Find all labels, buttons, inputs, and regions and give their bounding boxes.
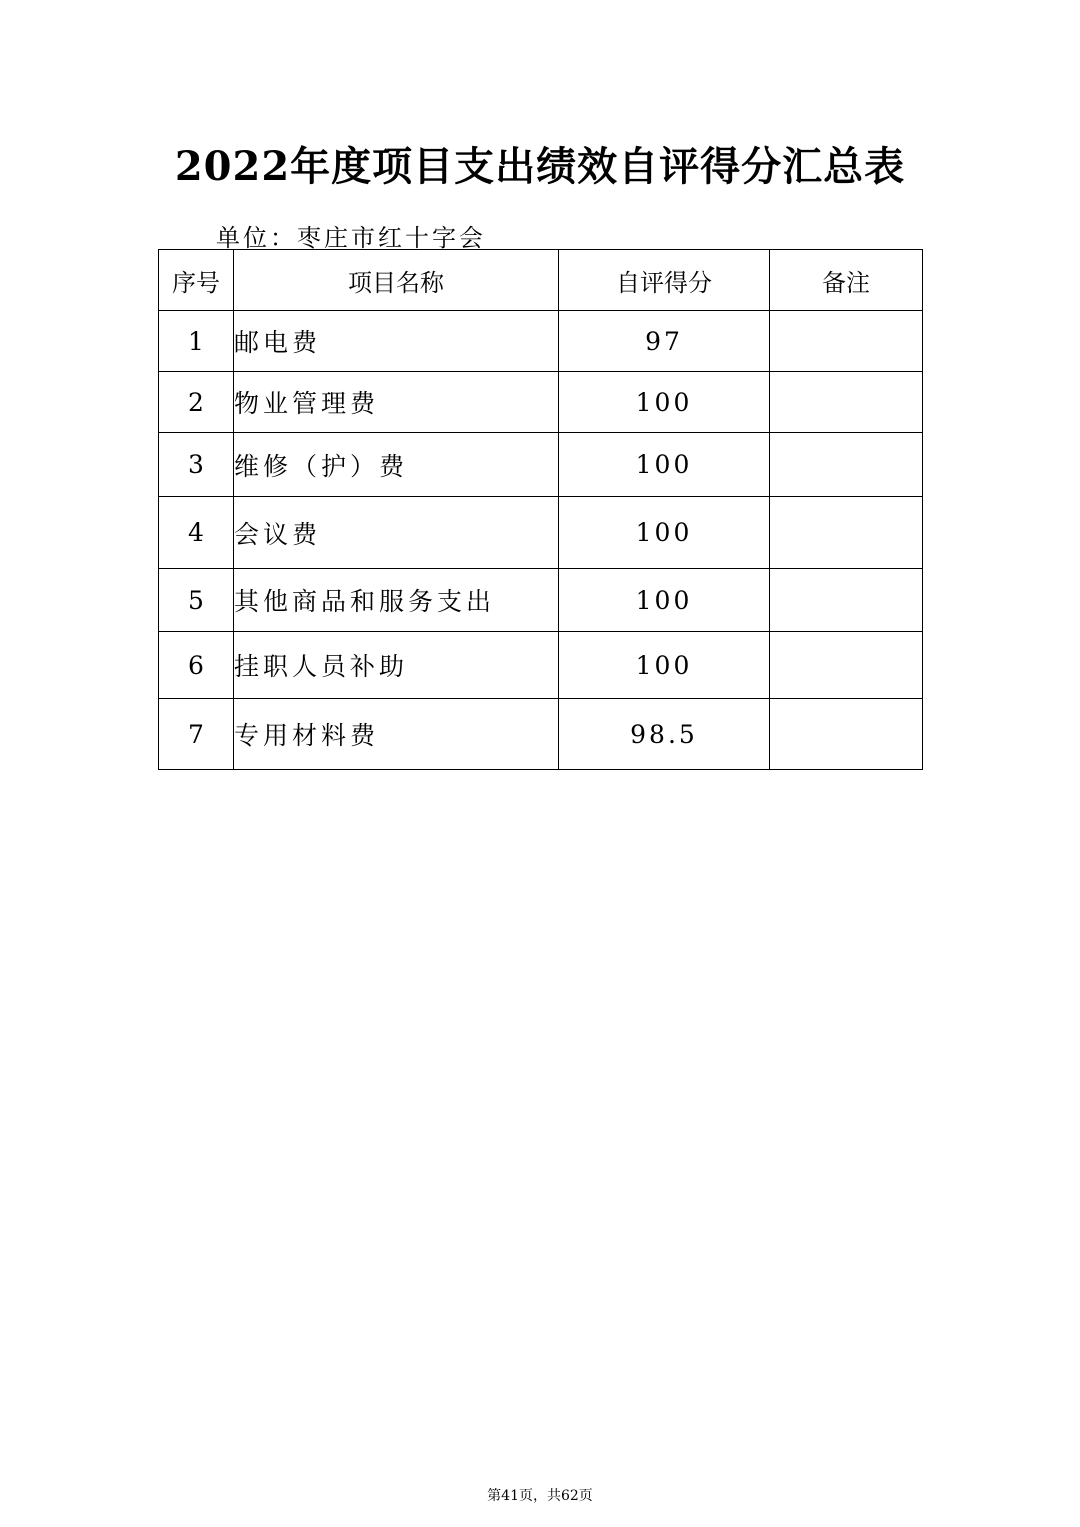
table-row bbox=[159, 372, 923, 433]
score-summary-table bbox=[158, 249, 923, 770]
table-row bbox=[159, 311, 923, 372]
row-remark bbox=[770, 372, 923, 433]
header-remark: 备注 bbox=[770, 250, 923, 311]
page-title: 2022年度项目支出绩效自评得分汇总表 bbox=[174, 143, 906, 190]
row-remark bbox=[770, 433, 923, 497]
table-row bbox=[159, 699, 923, 770]
row-remark bbox=[770, 311, 923, 372]
row-remark bbox=[770, 569, 923, 632]
row-no: 5 bbox=[159, 569, 234, 632]
table-row bbox=[159, 569, 923, 632]
header-name: 项目名称 bbox=[234, 250, 559, 311]
table-header-row bbox=[159, 250, 923, 311]
row-name: 专用材料费 bbox=[234, 699, 559, 770]
row-remark bbox=[770, 699, 923, 770]
row-score: 98.5 bbox=[559, 699, 770, 770]
row-score: 100 bbox=[559, 372, 770, 433]
row-remark bbox=[770, 497, 923, 569]
row-name: 物业管理费 bbox=[234, 372, 559, 433]
row-name: 维修（护）费 bbox=[234, 433, 559, 497]
row-score: 100 bbox=[559, 433, 770, 497]
row-remark bbox=[770, 632, 923, 699]
table-row bbox=[159, 433, 923, 497]
row-no: 2 bbox=[159, 372, 234, 433]
row-no: 4 bbox=[159, 497, 234, 569]
row-score: 97 bbox=[559, 311, 770, 372]
row-no: 3 bbox=[159, 433, 234, 497]
header-score: 自评得分 bbox=[559, 250, 770, 311]
row-name: 挂职人员补助 bbox=[234, 632, 559, 699]
row-no: 1 bbox=[159, 311, 234, 372]
row-name: 其他商品和服务支出 bbox=[234, 569, 559, 632]
row-name: 会议费 bbox=[234, 497, 559, 569]
row-no: 6 bbox=[159, 632, 234, 699]
table-row bbox=[159, 497, 923, 569]
row-name: 邮电费 bbox=[234, 311, 559, 372]
header-no: 序号 bbox=[159, 250, 234, 311]
unit-line: 单位：枣庄市红十字会 bbox=[216, 224, 486, 252]
row-score: 100 bbox=[559, 632, 770, 699]
page-footer: 第41页，共62页 bbox=[487, 1488, 593, 1504]
row-no: 7 bbox=[159, 699, 234, 770]
row-score: 100 bbox=[559, 497, 770, 569]
table-row bbox=[159, 632, 923, 699]
row-score: 100 bbox=[559, 569, 770, 632]
